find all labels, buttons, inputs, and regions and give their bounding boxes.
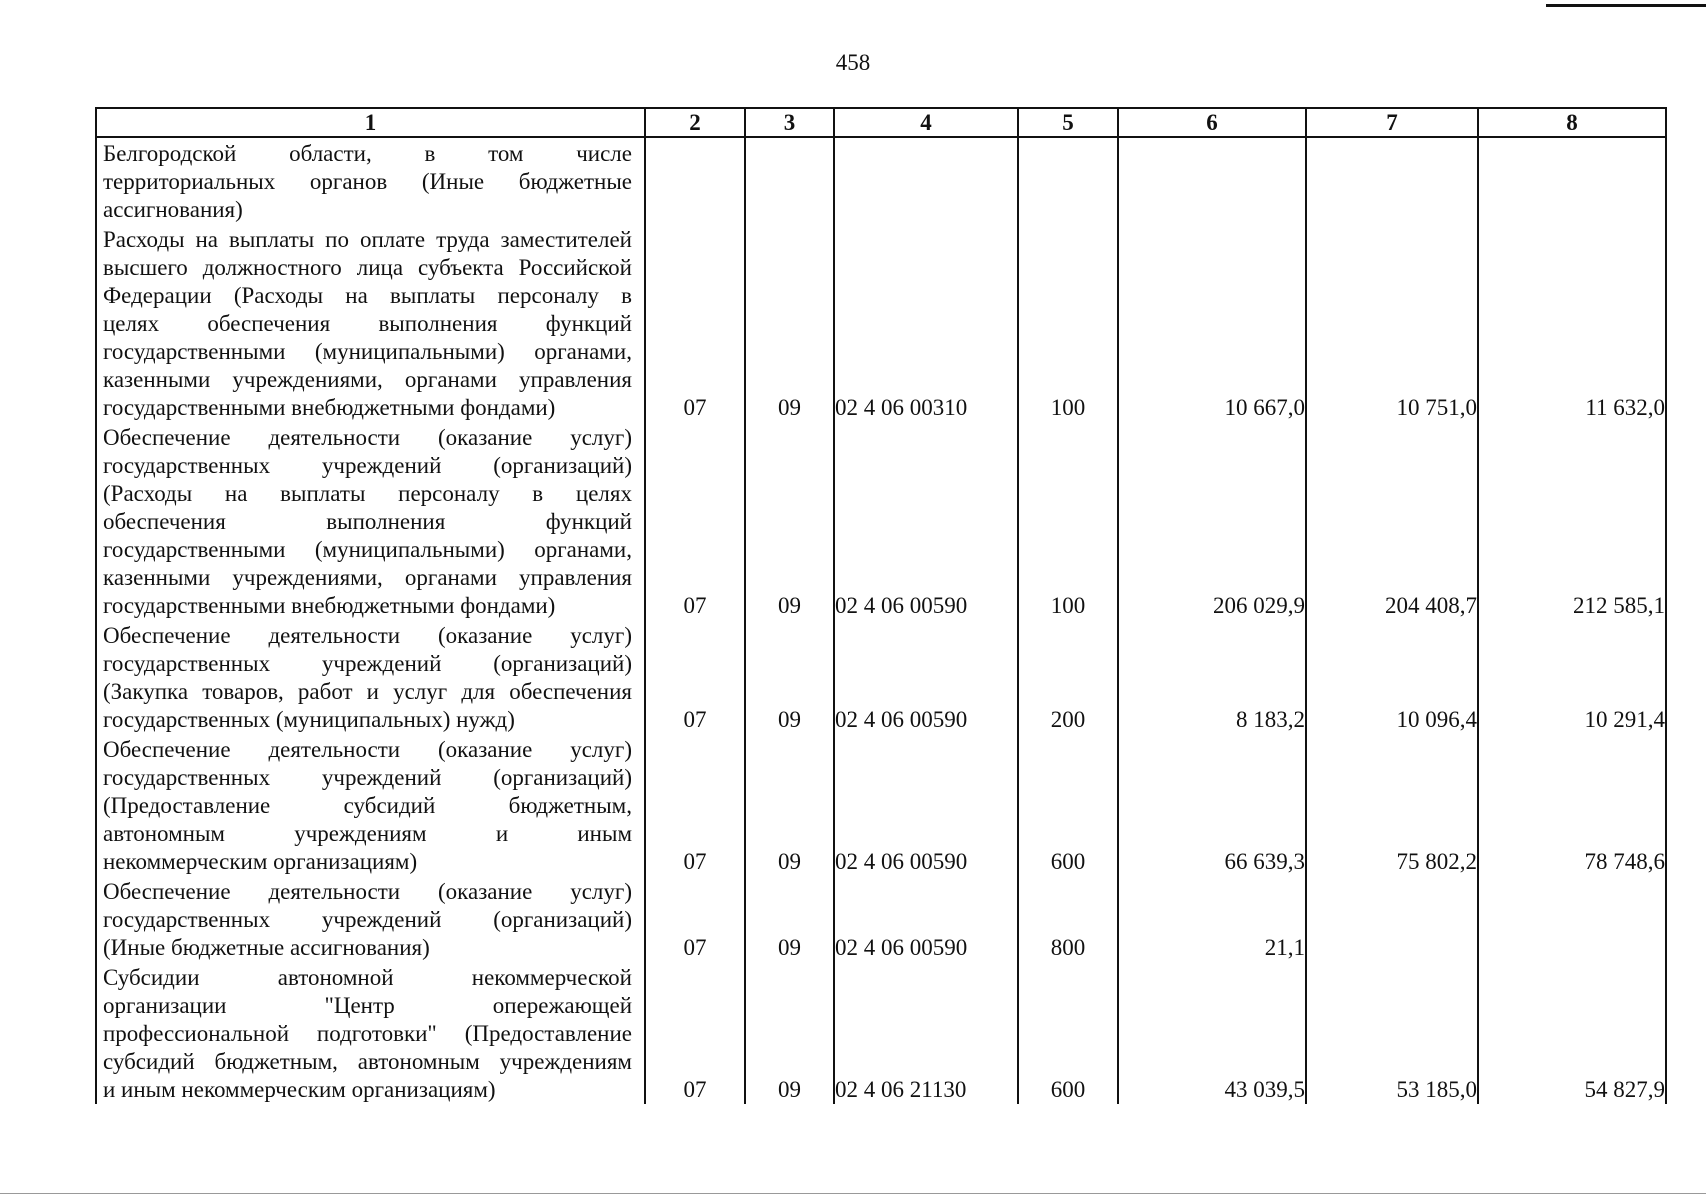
cell-expense-type: 600	[1018, 962, 1118, 1104]
description-line: (Иные бюджетные ассигнования)	[103, 935, 430, 960]
cell-amount-col8: 11 632,0	[1478, 224, 1666, 422]
cell-target-code: 02 4 06 00310	[834, 224, 1018, 422]
cell-section: 07	[645, 224, 745, 422]
cell-expense-type: 100	[1018, 224, 1118, 422]
description-line: государственными (муниципальными) органами,	[103, 339, 632, 364]
cell-section: 07	[645, 876, 745, 962]
cell-amount-col6: 21,1	[1118, 876, 1306, 962]
description-line: субсидий бюджетным, автономным учреждениям	[103, 1049, 632, 1074]
description-line: территориальных органов (Иные бюджетные	[103, 169, 632, 194]
cell-description	[96, 876, 645, 962]
description-line: организации "Центр опережающей	[103, 993, 632, 1018]
cell-section: 07	[645, 620, 745, 734]
description-line: Обеспечение деятельности (оказание услуг)	[103, 879, 632, 904]
description-line: автономным учреждениям и иным	[103, 821, 632, 846]
cell-amount-col7	[1306, 876, 1478, 962]
table-row	[96, 876, 1666, 962]
header-col-7: 7	[1306, 108, 1478, 137]
description-line: государственных (муниципальных) нужд)	[103, 707, 515, 732]
description-line: Обеспечение деятельности (оказание услуг)	[103, 737, 632, 762]
description-line: и иным некоммерческим организациям)	[103, 1077, 496, 1102]
cell-amount-col7: 10 096,4	[1306, 620, 1478, 734]
bottom-rule	[0, 1193, 1706, 1194]
table-row	[96, 137, 1666, 224]
description-line: государственными (муниципальными) органами,	[103, 537, 632, 562]
description-line: обеспечения выполнения функций	[103, 509, 632, 534]
cell-description	[96, 962, 645, 1104]
description-line: Расходы на выплаты по оплате труда заместителей	[103, 227, 632, 252]
description-line: некоммерческим организациям)	[103, 849, 418, 874]
cell-amount-col6	[1118, 137, 1306, 224]
description-line: (Расходы на выплаты персоналу в целях	[103, 481, 632, 506]
description-line: Белгородской области, в том числе	[103, 141, 632, 166]
cell-amount-col7: 204 408,7	[1306, 422, 1478, 620]
cell-description	[96, 137, 645, 224]
table-row	[96, 734, 1666, 876]
page-number: 458	[835, 50, 871, 75]
header-col-4: 4	[834, 108, 1018, 137]
cell-amount-col7: 53 185,0	[1306, 962, 1478, 1104]
description-line: государственных учреждений (организаций)	[103, 453, 632, 478]
cell-description	[96, 734, 645, 876]
description-line: Обеспечение деятельности (оказание услуг)	[103, 623, 632, 648]
cell-amount-col8: 10 291,4	[1478, 620, 1666, 734]
cell-target-code: 02 4 06 00590	[834, 876, 1018, 962]
description-line: (Предоставление субсидий бюджетным,	[103, 793, 632, 818]
cell-expense-type: 800	[1018, 876, 1118, 962]
cell-expense-type: 600	[1018, 734, 1118, 876]
cell-description	[96, 224, 645, 422]
header-col-1: 1	[96, 108, 645, 137]
description-line: государственных учреждений (организаций)	[103, 651, 632, 676]
cell-target-code: 02 4 06 00590	[834, 422, 1018, 620]
cell-amount-col8	[1478, 137, 1666, 224]
description-line: Федерации (Расходы на выплаты персоналу в	[103, 283, 632, 308]
cell-subsection	[745, 137, 834, 224]
description-line: казенными учреждениями, органами управления	[103, 565, 632, 590]
cell-expense-type: 100	[1018, 422, 1118, 620]
cell-subsection: 09	[745, 876, 834, 962]
description-line: государственных учреждений (организаций)	[103, 765, 632, 790]
cell-description	[96, 620, 645, 734]
description-line: государственными внебюджетными фондами)	[103, 593, 556, 618]
description-line: (Закупка товаров, работ и услуг для обеспечения	[103, 679, 632, 704]
cell-amount-col7: 10 751,0	[1306, 224, 1478, 422]
cell-amount-col6: 206 029,9	[1118, 422, 1306, 620]
cell-amount-col6: 10 667,0	[1118, 224, 1306, 422]
cell-expense-type	[1018, 137, 1118, 224]
table-row	[96, 962, 1666, 1104]
cell-amount-col6: 8 183,2	[1118, 620, 1306, 734]
cell-amount-col8: 54 827,9	[1478, 962, 1666, 1104]
description-line: высшего должностного лица субъекта Российской	[103, 255, 632, 280]
cell-target-code: 02 4 06 00590	[834, 620, 1018, 734]
header-col-2: 2	[645, 108, 745, 137]
table-row	[96, 224, 1666, 422]
cell-subsection: 09	[745, 224, 834, 422]
header-col-6: 6	[1118, 108, 1306, 137]
cell-amount-col8	[1478, 876, 1666, 962]
cell-amount-col6: 43 039,5	[1118, 962, 1306, 1104]
cell-subsection: 09	[745, 422, 834, 620]
cell-amount-col7	[1306, 137, 1478, 224]
cell-amount-col6: 66 639,3	[1118, 734, 1306, 876]
description-line: казенными учреждениями, органами управления	[103, 367, 632, 392]
corner-rule-top-right	[1546, 4, 1706, 7]
cell-subsection: 09	[745, 734, 834, 876]
cell-description	[96, 422, 645, 620]
cell-amount-col8: 78 748,6	[1478, 734, 1666, 876]
cell-amount-col7: 75 802,2	[1306, 734, 1478, 876]
cell-target-code: 02 4 06 21130	[834, 962, 1018, 1104]
description-line: государственных учреждений (организаций)	[103, 907, 632, 932]
cell-section: 07	[645, 422, 745, 620]
header-col-8: 8	[1478, 108, 1666, 137]
header-row	[96, 108, 1666, 137]
cell-subsection: 09	[745, 962, 834, 1104]
description-line: профессиональной подготовки" (Предоставление	[103, 1021, 632, 1046]
description-line: ассигнования)	[103, 197, 243, 222]
budget-table	[95, 107, 1667, 1104]
header-col-3: 3	[745, 108, 834, 137]
cell-section: 07	[645, 734, 745, 876]
cell-amount-col8: 212 585,1	[1478, 422, 1666, 620]
table-row	[96, 620, 1666, 734]
cell-target-code	[834, 137, 1018, 224]
cell-expense-type: 200	[1018, 620, 1118, 734]
description-line: Субсидии автономной некоммерческой	[103, 965, 632, 990]
description-line: государственными внебюджетными фондами)	[103, 395, 556, 420]
cell-subsection: 09	[745, 620, 834, 734]
header-col-5: 5	[1018, 108, 1118, 137]
description-line: Обеспечение деятельности (оказание услуг)	[103, 425, 632, 450]
cell-section	[645, 137, 745, 224]
description-line: целях обеспечения выполнения функций	[103, 311, 632, 336]
table-row	[96, 422, 1666, 620]
cell-section: 07	[645, 962, 745, 1104]
cell-target-code: 02 4 06 00590	[834, 734, 1018, 876]
